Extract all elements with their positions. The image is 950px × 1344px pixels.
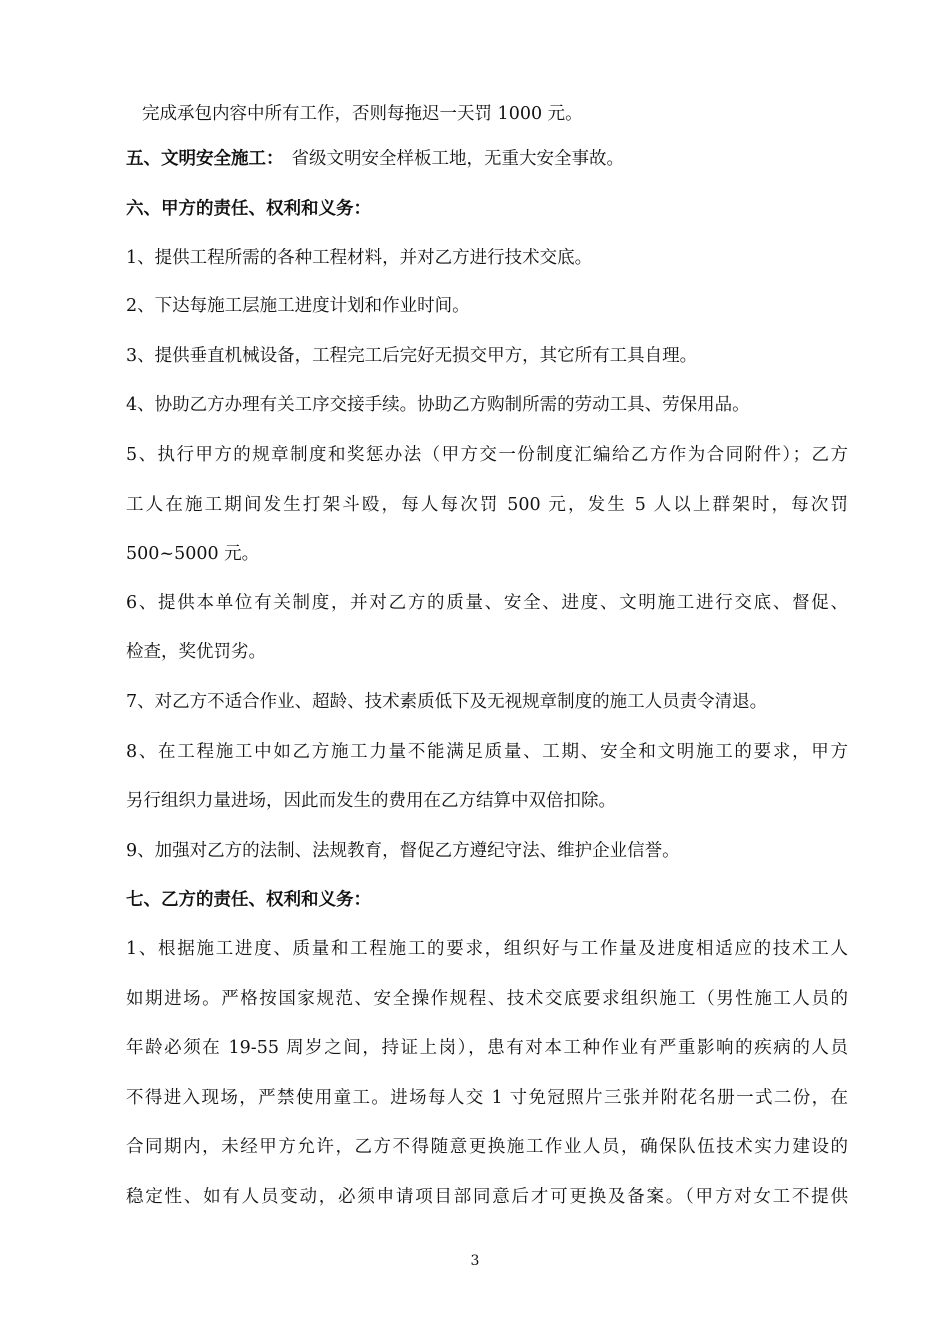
paragraph-line: 完成承包内容中所有工作，否则每拖迟一天罚 1000 元。: [142, 104, 583, 124]
clause-line: 1、提供工程所需的各种工程材料，并对乙方进行技术交底。: [126, 248, 593, 268]
clause-line: 合同期内，未经甲方允许，乙方不得随意更换施工作业人员，确保队伍技术实力建设的: [126, 1137, 848, 1157]
clause-line: 500~5000 元。: [126, 544, 260, 564]
clause-line: 工人在施工期间发生打架斗殴，每人每次罚 500 元，发生 5 人以上群架时，每次罚: [126, 495, 848, 515]
clause-line: 不得进入现场，严禁使用童工。进场每人交 1 寸免冠照片三张并附花名册一式二份，在: [126, 1088, 848, 1108]
clause-line: 检查，奖优罚劣。: [126, 642, 266, 662]
clause-line: 3、提供垂直机械设备，工程完工后完好无损交甲方，其它所有工具自理。: [126, 346, 698, 366]
section-5-line: [126, 146, 848, 172]
clause-line: 8、在工程施工中如乙方施工力量不能满足质量、工期、安全和文明施工的要求，甲方: [126, 742, 848, 762]
clause-line: 9、加强对乙方的法制、法规教育，督促乙方遵纪守法、维护企业信誉。: [126, 841, 680, 861]
section-6-heading: 六、甲方的责任、权利和义务：: [126, 199, 371, 219]
clause-line: 6、提供本单位有关制度，并对乙方的质量、安全、进度、文明施工进行交底、督促、: [126, 593, 848, 613]
clause-line: 4、协助乙方办理有关工序交接手续。协助乙方购制所需的劳动工具、劳保用品。: [126, 395, 750, 415]
clause-line: 7、对乙方不适合作业、超龄、技术素质低下及无视规章制度的施工人员责令清退。: [126, 692, 768, 712]
clause-line: 年龄必须在 19-55 周岁之间，持证上岗），患有对本工种作业有严重影响的疾病的人员: [126, 1038, 848, 1058]
clause-line: 稳定性、如有人员变动，必须申请项目部同意后才可更换及备案。（甲方对女工不提供: [126, 1187, 848, 1207]
clause-line: 5、执行甲方的规章制度和奖惩办法（甲方交一份制度汇编给乙方作为合同附件）；乙方: [126, 445, 848, 465]
clause-line: 2、下达每施工层施工进度计划和作业时间。: [126, 296, 470, 316]
clause-line: 1、根据施工进度、质量和工程施工的要求，组织好与工作量及进度相适应的技术工人: [126, 939, 848, 959]
clause-line: 另行组织力量进场，因此而发生的费用在乙方结算中双倍扣除。: [126, 791, 616, 811]
section-5-heading: 五、文明安全施工：: [126, 149, 284, 169]
section-7-heading: 七、乙方的责任、权利和义务：: [126, 890, 371, 910]
section-5-text: 省级文明安全样板工地，无重大安全事故。: [291, 149, 624, 169]
page-number: 3: [470, 1253, 480, 1269]
clause-line: 如期进场。严格按国家规范、安全操作规程、技术交底要求组织施工（男性施工人员的: [126, 989, 848, 1009]
